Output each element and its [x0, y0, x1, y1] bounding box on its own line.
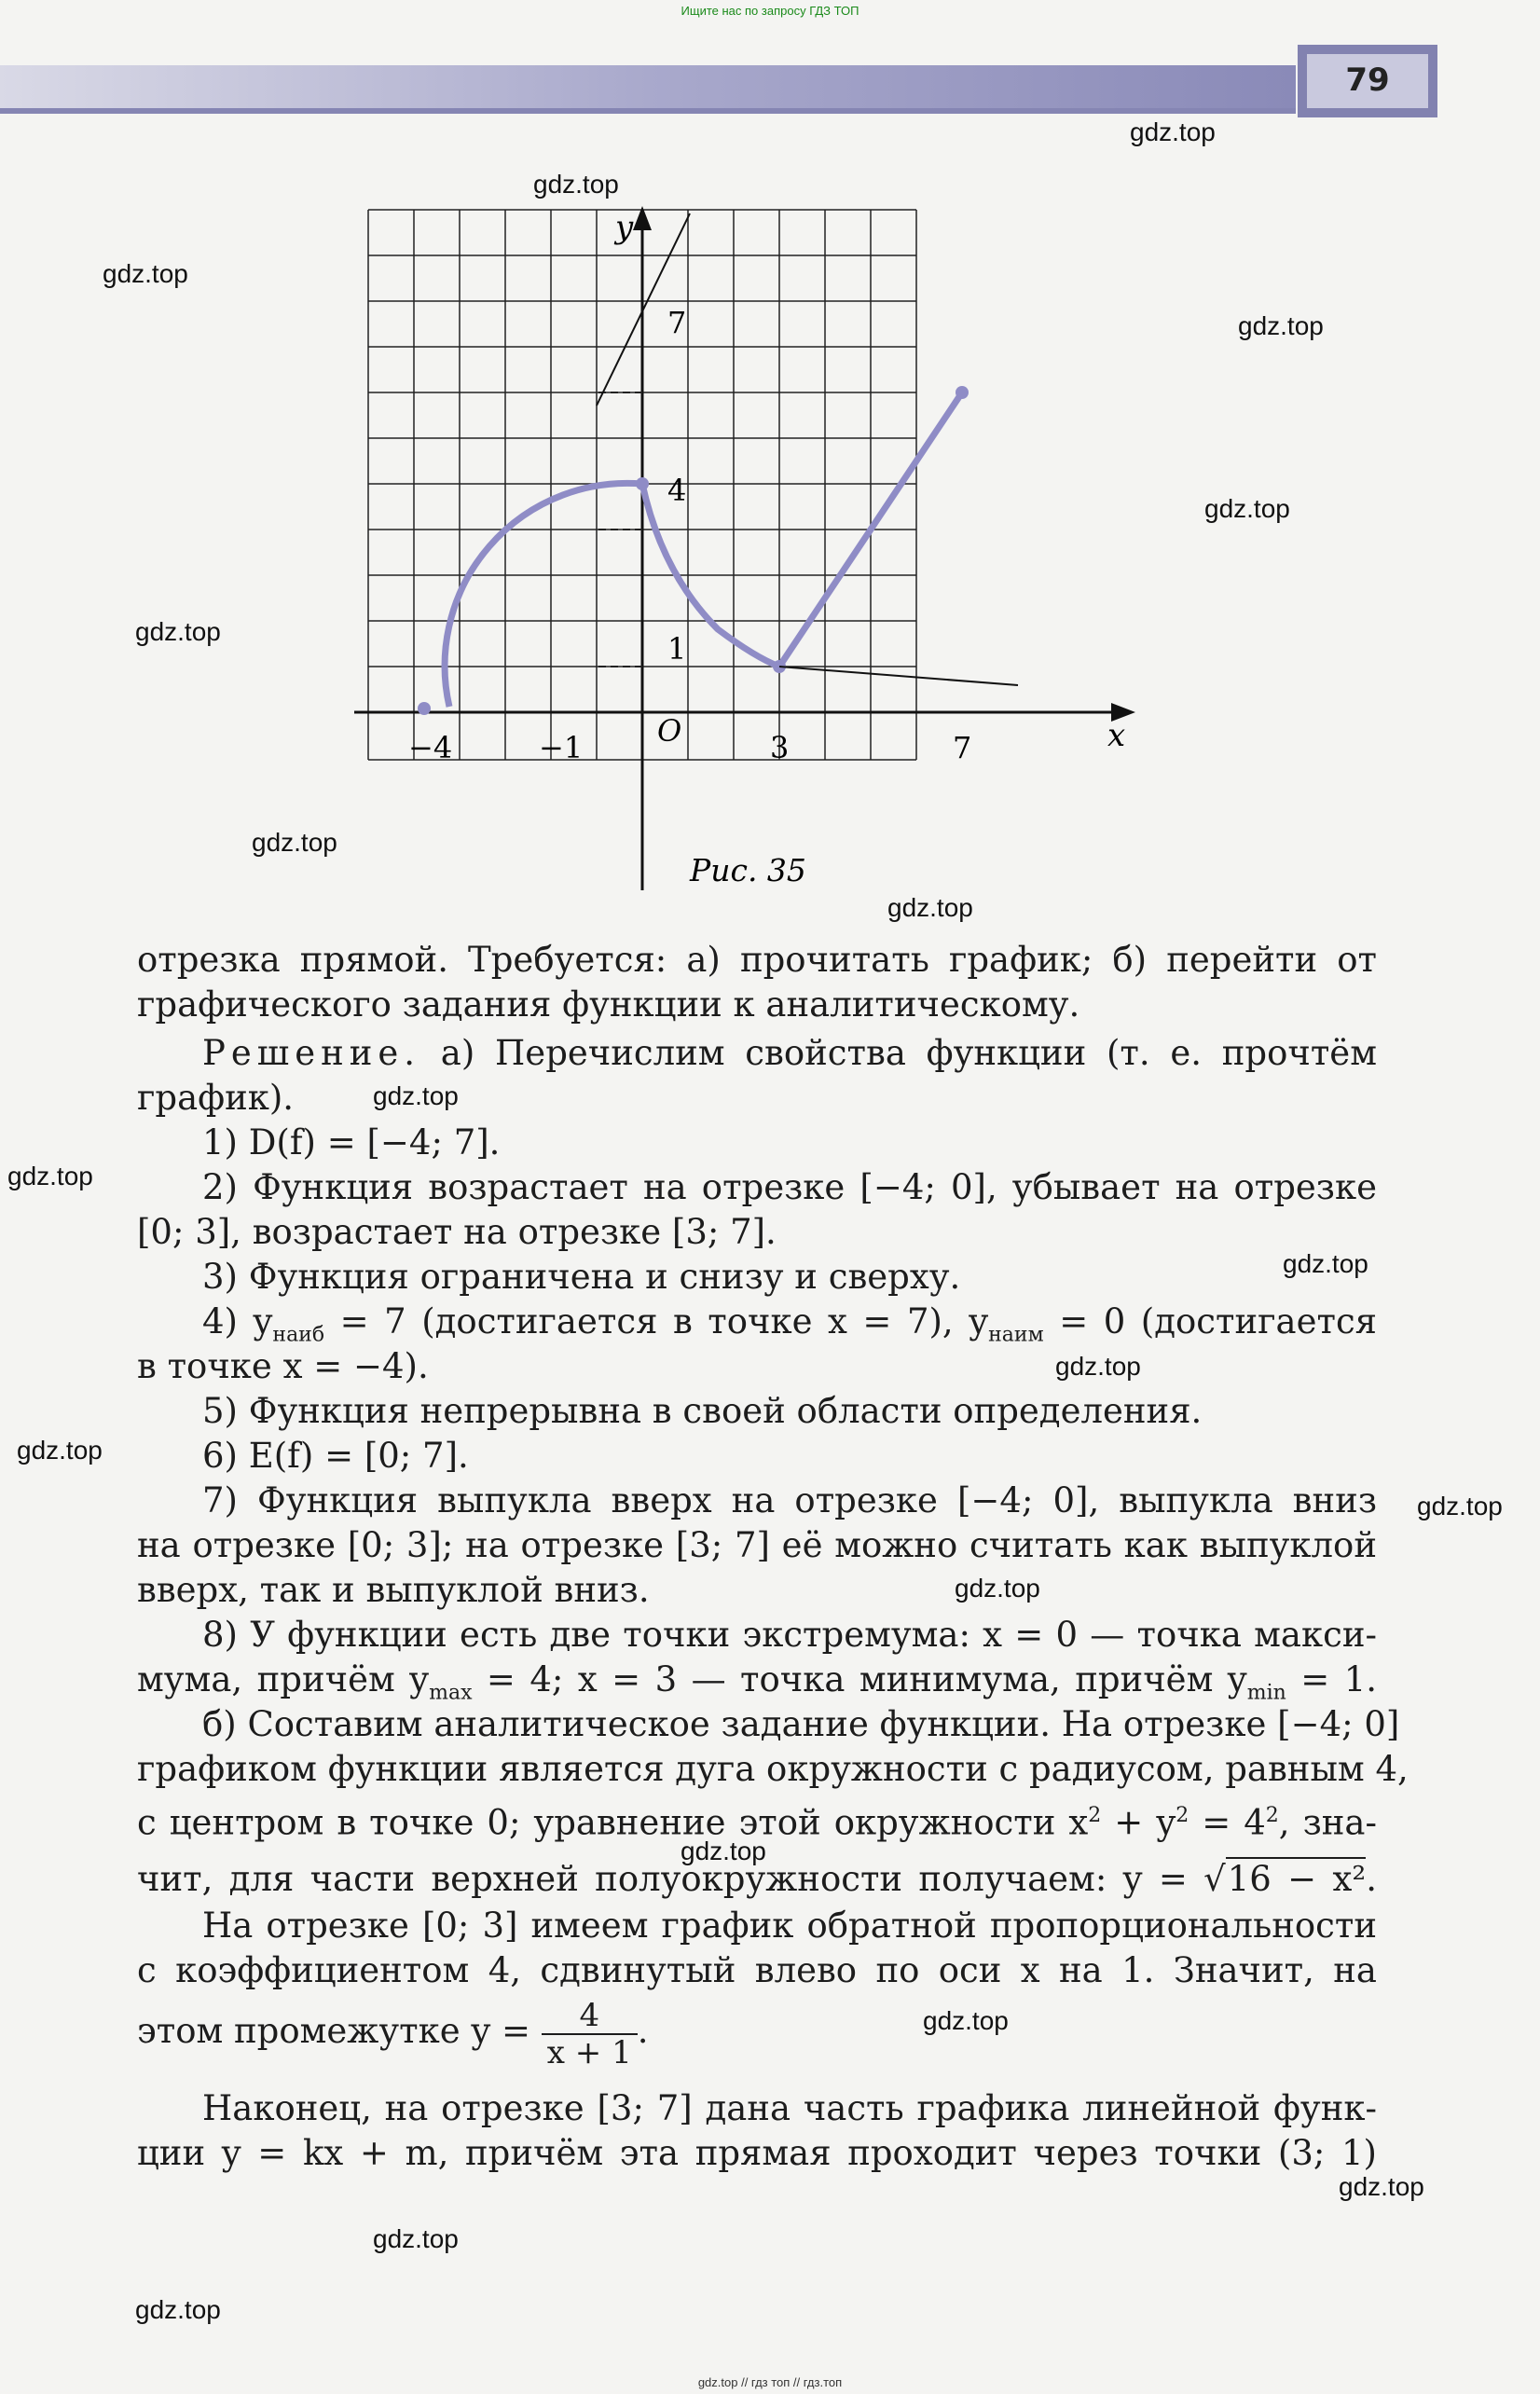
- superscript: 2: [1088, 1804, 1102, 1827]
- watermark: gdz.top: [887, 893, 973, 922]
- superscript: 2: [1265, 1804, 1279, 1827]
- watermark: gdz.top: [252, 828, 337, 857]
- property-8: 8) У функции есть две точки экстремума: x = 0 — точка макси-: [202, 1615, 1377, 1655]
- page-number: 79: [1298, 45, 1437, 117]
- bottom-watermark-note: gdz.top // гдз топ // гдз.топ: [697, 2375, 843, 2389]
- watermark: gdz.top: [103, 259, 188, 288]
- y-axis-label: y: [615, 209, 634, 246]
- property-7-end: вверх, так и выпуклой вниз.: [137, 1570, 650, 1610]
- function-endpoint-left: [418, 702, 431, 715]
- text-span: чит, для части верхней полуокружности получаем: y = √: [137, 1859, 1226, 1899]
- top-watermark-note: Ищите нас по запросу ГДЗ ТОП: [681, 4, 859, 18]
- x-tick-3: 3: [770, 730, 790, 765]
- part-b-line: с коэффициентом 4, сдвинутый влево по оси x на 1. Значит, на: [137, 1950, 1377, 1990]
- x-tick-7: 7: [953, 730, 972, 765]
- part-b-line: На отрезке [0; 3] имеем график обратной пропорциональности: [202, 1906, 1377, 1946]
- function-point-max: [636, 477, 649, 490]
- property-2: 2) Функция возрастает на отрезке [−4; 0], убывает на отрезке: [202, 1167, 1377, 1207]
- y-tick-7: 7: [667, 305, 687, 340]
- subscript: наим: [988, 1323, 1044, 1347]
- text-span: с центром в точке 0; уравнение этой окружности x: [137, 1802, 1089, 1843]
- superscript: 2: [1176, 1804, 1189, 1827]
- watermark: gdz.top: [1283, 1249, 1368, 1278]
- text-span: = 7 (достигается в точке x = 7), y: [324, 1301, 989, 1341]
- y-tick-1: 1: [667, 631, 687, 667]
- text-span: = 0 (достигается: [1043, 1301, 1378, 1341]
- property-7-cont: на отрезке [0; 3]; на отрезке [3; 7] её можно считать как выпуклой: [137, 1525, 1377, 1565]
- watermark: gdz.top: [681, 1837, 766, 1865]
- function-endpoint-right: [956, 386, 969, 399]
- text-line: [137, 1031, 1377, 1076]
- watermark: gdz.top: [1130, 117, 1216, 146]
- header-band-line: [0, 108, 1296, 114]
- x-tick-neg4: −4: [408, 730, 453, 765]
- solution-heading: Решение.: [202, 1033, 421, 1073]
- watermark: gdz.top: [7, 1162, 93, 1190]
- text-span: + y: [1101, 1802, 1176, 1843]
- watermark: gdz.top: [1417, 1492, 1503, 1520]
- text-span: мума, причём y: [137, 1659, 430, 1699]
- text-span: , зна-: [1278, 1802, 1377, 1843]
- watermark: gdz.top: [1238, 311, 1324, 340]
- watermark: gdz.top: [1204, 494, 1290, 523]
- x-tick-neg1: −1: [539, 730, 584, 765]
- text-line: график).: [137, 1078, 295, 1118]
- property-5: 5) Функция непрерывна в своей области определения.: [202, 1391, 1203, 1431]
- text-span: = 1.: [1286, 1659, 1377, 1699]
- watermark: gdz.top: [533, 170, 619, 199]
- part-b-line: б) Составим аналитическое задание функции. На отрезке [−4; 0]: [202, 1704, 1400, 1744]
- part-b-line: графиком функции является дуга окружности с радиусом, равным 4,: [137, 1749, 1409, 1789]
- property-2-cont: [0; 3], возрастает на отрезке [3; 7].: [137, 1212, 777, 1252]
- function-arc-segment: [445, 483, 642, 707]
- fraction-denominator: x + 1: [546, 2033, 632, 2071]
- watermark: gdz.top: [135, 2295, 221, 2324]
- text-span: .: [1366, 1859, 1377, 1899]
- part-b-line: ции y = kx + m, причём эта прямая проходит через точки (3; 1): [137, 2133, 1377, 2173]
- part-b-line: [137, 1995, 1377, 2071]
- watermark: gdz.top: [135, 617, 221, 646]
- fraction: [542, 1998, 638, 2071]
- watermark: gdz.top: [17, 1436, 103, 1465]
- figure-caption: Рис. 35: [690, 852, 806, 888]
- text-span: = 4; x = 3 — точка минимума, причём y: [472, 1659, 1247, 1699]
- subscript: max: [429, 1681, 473, 1705]
- watermark: gdz.top: [1055, 1352, 1141, 1381]
- subscript: наиб: [272, 1323, 325, 1347]
- property-1: 1) D(f) = [−4; 7].: [202, 1122, 501, 1163]
- x-axis-label: x: [1107, 717, 1126, 754]
- watermark: gdz.top: [373, 2224, 459, 2253]
- watermark: gdz.top: [1339, 2172, 1424, 2201]
- fraction-numerator: 4: [542, 1998, 638, 2035]
- y-tick-4: 4: [667, 473, 687, 508]
- part-b-line: Наконец, на отрезке [3; 7] дана часть графика линейной функ-: [202, 2088, 1377, 2128]
- header-band: [0, 65, 1296, 112]
- text-span: а) Перечислим свойства функции (т. е. прочтём: [420, 1033, 1377, 1073]
- watermark: gdz.top: [955, 1574, 1040, 1603]
- property-7: 7) Функция выпукла вверх на отрезке [−4; 0], выпукла вниз: [202, 1480, 1377, 1520]
- text-span: = 4: [1189, 1802, 1266, 1843]
- text-line: отрезка прямой. Требуется: а) прочитать график; б) перейти от: [137, 940, 1377, 980]
- watermark: gdz.top: [923, 2006, 1009, 2035]
- property-4-cont: в точке x = −4).: [137, 1346, 429, 1386]
- property-3: 3) Функция ограничена и снизу и сверху.: [202, 1257, 961, 1297]
- property-6: 6) E(f) = [0; 7].: [202, 1436, 469, 1476]
- text-span: этом промежутке y =: [137, 2011, 542, 2051]
- figure-35-graph: [354, 200, 1156, 909]
- text-span: 4) y: [202, 1301, 273, 1341]
- text-line: графического задания функции к аналитическому.: [137, 984, 1080, 1025]
- radicand: 16 − x²: [1227, 1859, 1367, 1899]
- subscript: min: [1246, 1681, 1286, 1705]
- text-span: .: [637, 2011, 649, 2051]
- origin-label: O: [657, 713, 682, 749]
- watermark: gdz.top: [373, 1081, 459, 1110]
